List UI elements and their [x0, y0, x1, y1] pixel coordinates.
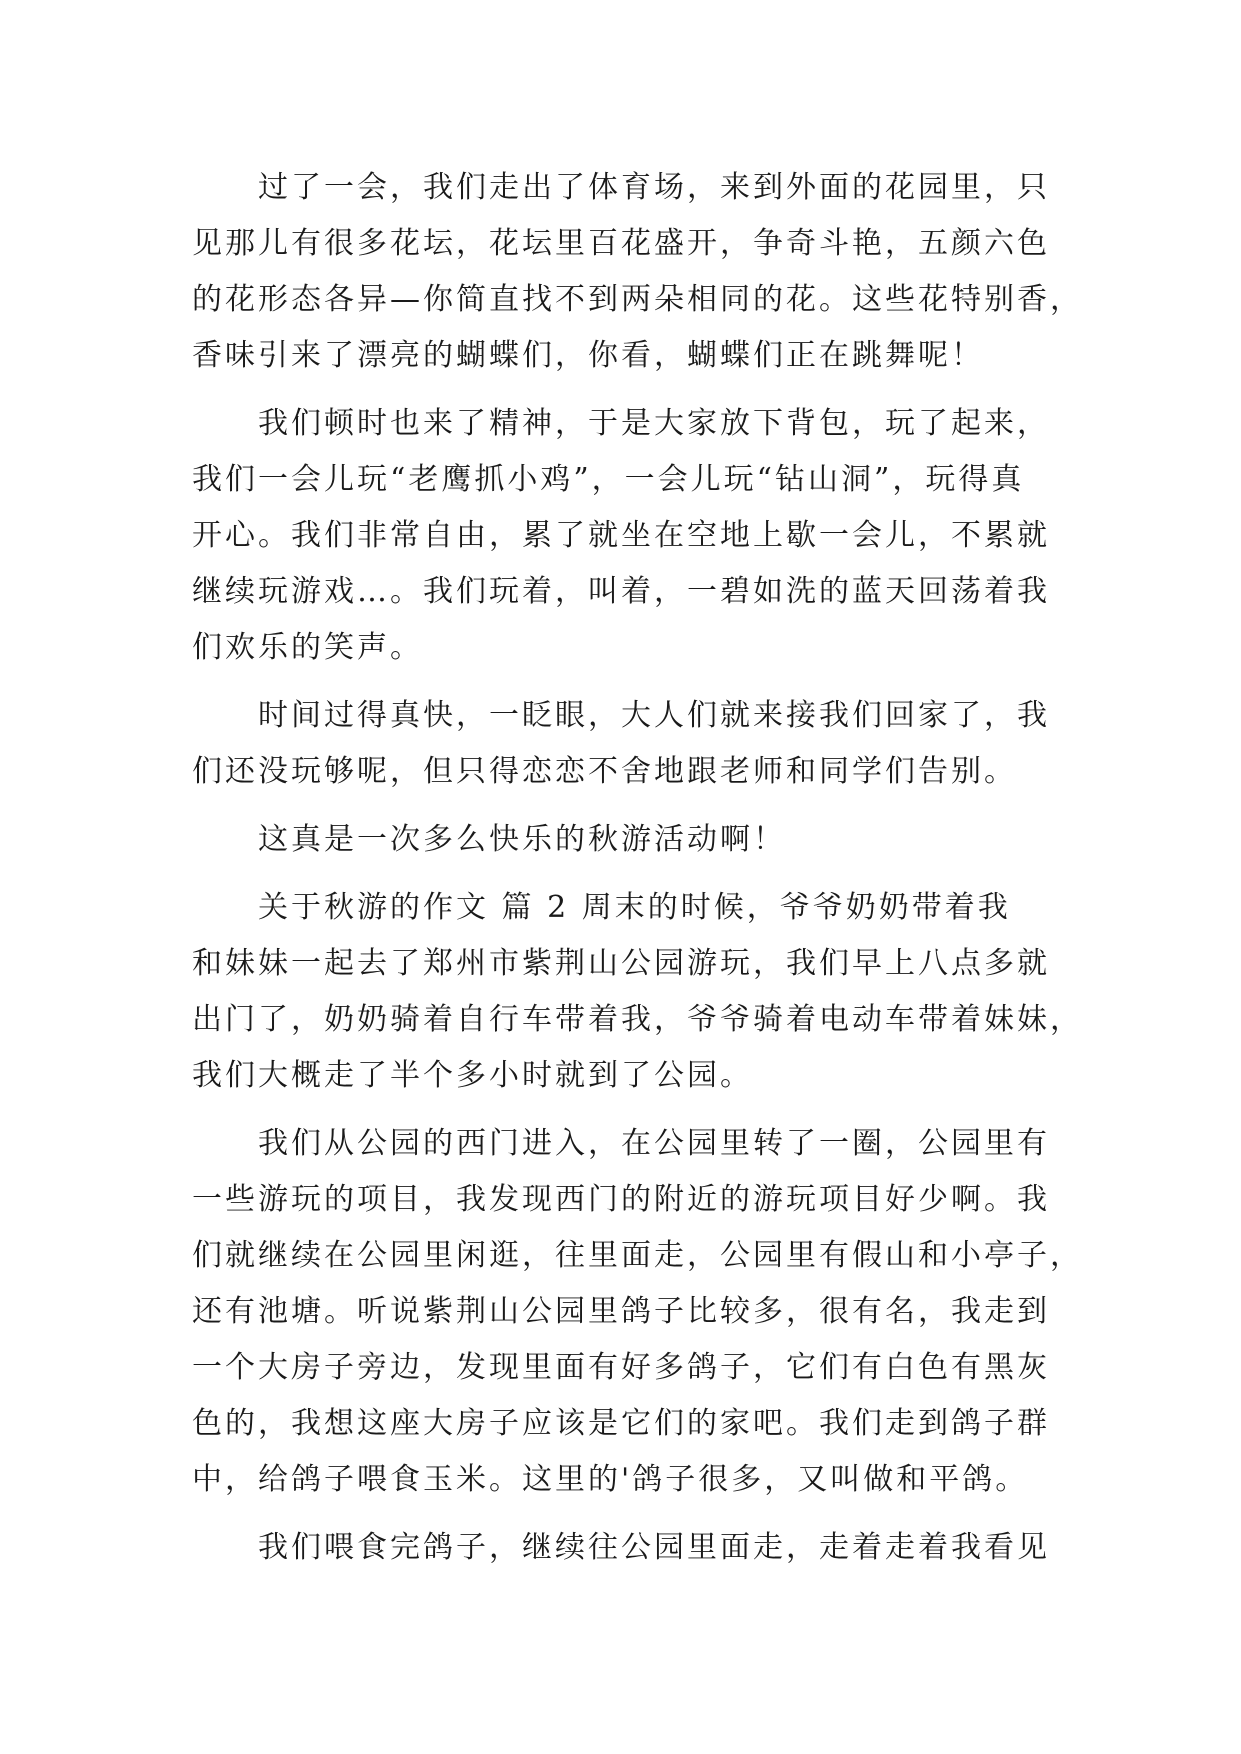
text-line: 的花形态各异—你简直找不到两朵相同的花。这些花特别香， — [192, 282, 1083, 317]
text-line: 一个大房子旁边，发现里面有好多鸽子，它们有白色有黑灰 — [192, 1350, 1050, 1385]
text-line: 色的，我想这座大房子应该是它们的家吧。我们走到鸽子群 — [192, 1406, 1050, 1441]
text-line: 香味引来了漂亮的蝴蝶们，你看，蝴蝶们正在跳舞呢！ — [192, 338, 984, 373]
text-line: 继续玩游戏…。我们玩着，叫着，一碧如洗的蓝天回荡着我 — [192, 574, 1050, 609]
text-line: 这真是一次多么快乐的秋游活动啊！ — [258, 822, 786, 857]
text-line: 时间过得真快，一眨眼，大人们就来接我们回家了，我 — [258, 698, 1050, 733]
text-line: 们就继续在公园里闲逛，往里面走，公园里有假山和小亭子， — [192, 1238, 1083, 1273]
text-line: 我们大概走了半个多小时就到了公园。 — [192, 1058, 753, 1093]
text-line: 和妹妹一起去了郑州市紫荆山公园游玩，我们早上八点多就 — [192, 946, 1050, 981]
text-line: 一些游玩的项目，我发现西门的附近的游玩项目好少啊。我 — [192, 1182, 1050, 1217]
text-line: 还有池塘。听说紫荆山公园里鸽子比较多，很有名，我走到 — [192, 1294, 1050, 1329]
text-line: 我们喂食完鸽子，继续往公园里面走，走着走着我看见 — [258, 1530, 1050, 1565]
text-line: 我们顿时也来了精神，于是大家放下背包，玩了起来， — [258, 406, 1050, 441]
text-line: 见那儿有很多花坛，花坛里百花盛开，争奇斗艳，五颜六色 — [192, 226, 1050, 261]
text-line: 开心。我们非常自由，累了就坐在空地上歇一会儿，不累就 — [192, 518, 1050, 553]
text-line: 们还没玩够呢，但只得恋恋不舍地跟老师和同学们告别。 — [192, 754, 1017, 789]
text-line: 出门了，奶奶骑着自行车带着我，爷爷骑着电动车带着妹妹， — [192, 1002, 1083, 1037]
text-line: 我们从公园的西门进入，在公园里转了一圈，公园里有 — [258, 1126, 1050, 1161]
text-line: 我们一会儿玩“老鹰抓小鸡”，一会儿玩“钻山洞”，玩得真 — [192, 462, 1025, 497]
section-heading-line: 关于秋游的作文 篇 2 周末的时候，爷爷奶奶带着我 — [258, 890, 1011, 925]
essay-body — [192, 160, 1092, 1576]
text-line: 过了一会，我们走出了体育场，来到外面的花园里，只 — [258, 170, 1050, 205]
text-line: 们欢乐的笑声。 — [192, 630, 423, 665]
text-line: 中，给鸽子喂食玉米。这里的'鸽子很多，又叫做和平鸽。 — [192, 1462, 1029, 1497]
